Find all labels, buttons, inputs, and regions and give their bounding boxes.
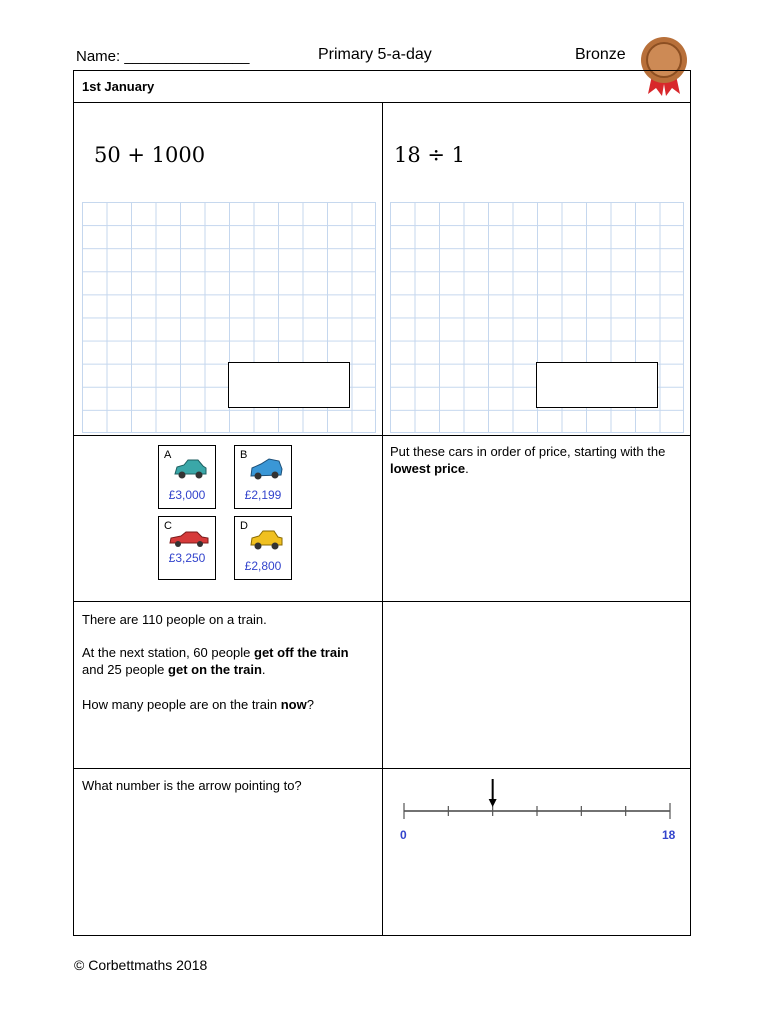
car-label: D [240, 520, 248, 532]
q2-expression: 18 ÷ 1 [394, 143, 466, 167]
car-card-b [234, 445, 292, 509]
number-line [394, 777, 684, 837]
q2-answer-box[interactable] [536, 362, 658, 408]
car-label: C [164, 520, 172, 532]
q1-expression: 50 + 1000 [94, 143, 206, 167]
car-icon [173, 458, 207, 480]
number-line-start: 0 [400, 828, 407, 842]
car-icon [249, 529, 283, 551]
car-price: £3,250 [168, 551, 206, 565]
arrow-icon [489, 779, 497, 807]
date-label: 1st January [82, 79, 155, 94]
page-title: Primary 5-a-day [318, 46, 432, 63]
q5-question: What number is the arrow pointing to? [82, 778, 302, 793]
name-field-label: Name: _______________ [76, 48, 250, 65]
car-price: £2,199 [244, 488, 282, 502]
q4-question: There are 110 people on a train. At the next station, 60 people get off the train and 25 people get on the train. How many people are on the train now? [82, 612, 349, 712]
worksheet-frame [73, 70, 691, 936]
number-line-end: 18 [662, 828, 676, 842]
copyright-footer: © Corbettmaths 2018 [74, 957, 208, 973]
car-label: A [164, 449, 172, 461]
car-icon [249, 458, 283, 480]
car-price: £2,800 [244, 559, 282, 573]
car-card-d [234, 516, 292, 580]
q1-answer-box[interactable] [228, 362, 350, 408]
level-label: Bronze [575, 46, 626, 63]
car-price: £3,000 [168, 488, 206, 502]
car-icon [169, 529, 209, 549]
q3-question: Put these cars in order of price, starting with the lowest price. [390, 444, 666, 476]
car-card-c [158, 516, 216, 580]
car-card-a [158, 445, 216, 509]
car-label: B [240, 449, 248, 461]
